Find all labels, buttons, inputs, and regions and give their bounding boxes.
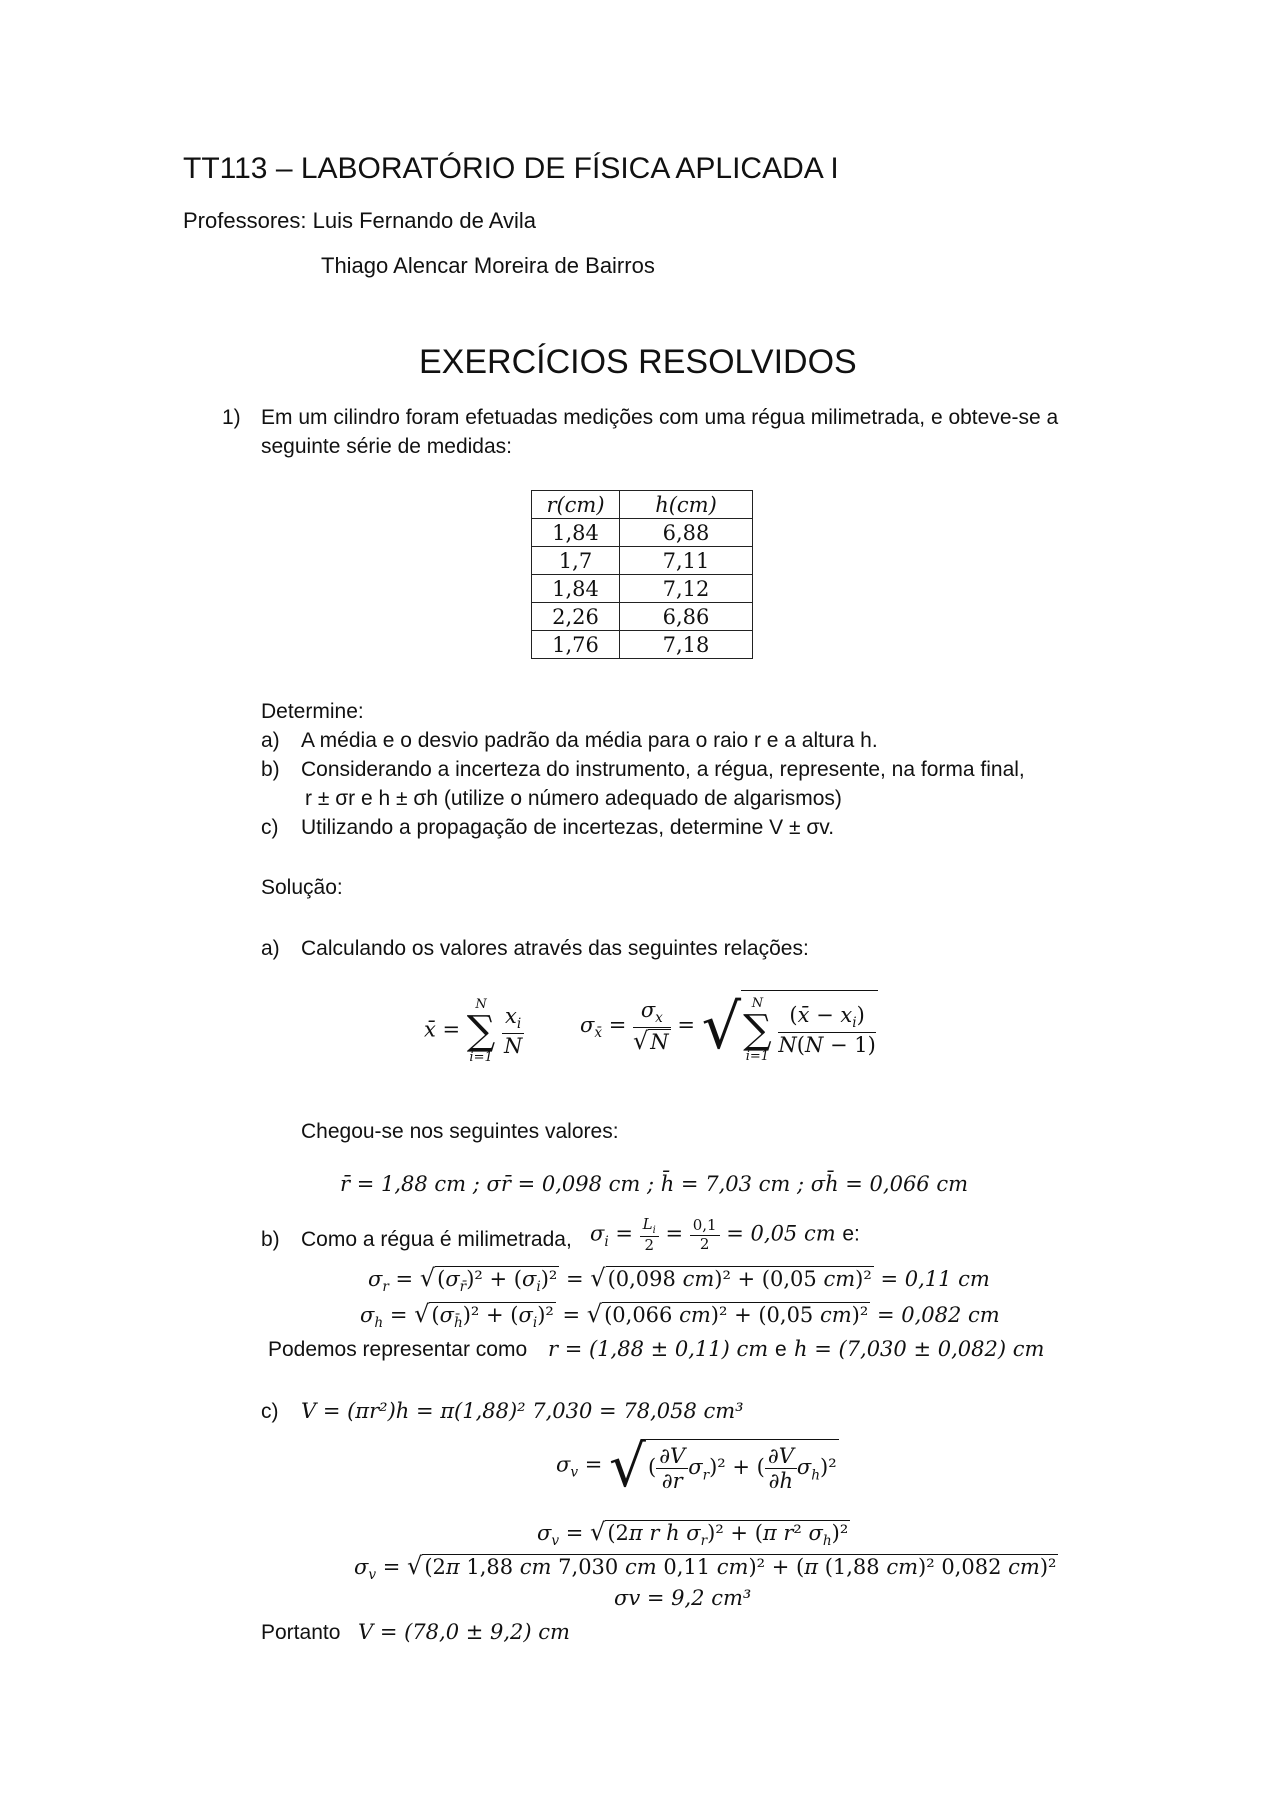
part-b-intro: Como a régua é milimetrada, bbox=[301, 1228, 572, 1251]
professors-line: Professores: Luis Fernando de Avila bbox=[183, 208, 537, 233]
cell-r: 1,84 bbox=[532, 575, 620, 603]
sigma-v-general: $\sigma_v$ = √( $\frac{\partial V}{\partial r}$ $\sigma_r)^2$ + ( $\frac{\partial V}{\partial h}$ $\sigma_h)^2$ bbox=[556, 1432, 837, 1500]
sigma-h-result: = 0,082 cm bbox=[876, 1303, 1000, 1327]
statement-line-2: seguinte série de medidas: bbox=[261, 435, 512, 458]
part-b-marker: b) bbox=[261, 1228, 280, 1251]
cell-h: 7,11 bbox=[620, 547, 753, 575]
course-title: TT113 – LABORATÓRIO DE FÍSICA APLICADA I bbox=[183, 152, 839, 185]
and-text: e bbox=[775, 1338, 787, 1361]
solution-label: Solução: bbox=[261, 876, 343, 899]
table-row bbox=[532, 547, 753, 575]
part-b-suffix: e: bbox=[842, 1222, 860, 1246]
section-title: EXERCÍCIOS RESOLVIDOS bbox=[419, 343, 857, 381]
cell-h: 7,18 bbox=[620, 631, 753, 659]
mean-formula: x̄ = N ∑ i=1 $\frac{x_i}{N}$ bbox=[424, 997, 523, 1065]
h-final: h = (7,030 ± 0,082) cm bbox=[794, 1337, 1045, 1361]
header-r: r(cm) bbox=[532, 491, 620, 519]
cell-r: 2,26 bbox=[532, 603, 620, 631]
sigma-i-value: = 0,05 cm bbox=[726, 1221, 836, 1246]
cell-r: 1,7 bbox=[532, 547, 620, 575]
item-c-text: Utilizando a propagação de incertezas, determine V ± σv. bbox=[301, 816, 835, 839]
statement-line-1: Em um cilindro foram efetuadas medições com uma régua milimetrada, e obteve-se a bbox=[261, 406, 1059, 429]
item-c-marker: c) bbox=[261, 816, 279, 839]
determine-label: Determine: bbox=[261, 700, 364, 723]
professor-2: Thiago Alencar Moreira de Bairros bbox=[321, 253, 655, 278]
cell-h: 6,88 bbox=[620, 519, 753, 547]
part-a-marker: a) bbox=[261, 937, 280, 960]
r-final: r = (1,88 ± 0,11) cm bbox=[548, 1337, 769, 1361]
table-row bbox=[532, 519, 753, 547]
v-final: V = (78,0 ± 9,2) cm bbox=[358, 1620, 570, 1644]
sigma-i-formula: $\sigma_i$ = $\frac{L_i}{2}$ = $\frac{0,1}{2}$ = 0,05 cm e: bbox=[590, 1215, 860, 1255]
part-c-marker: c) bbox=[261, 1400, 279, 1423]
part-a-results: r̄ = 1,88 cm ; σr̄ = 0,098 cm ; h̄ = 7,03 cm ; σh̄ = 0,066 cm bbox=[340, 1172, 969, 1196]
cell-r: 1,84 bbox=[532, 519, 620, 547]
sigma-v-result: σv = 9,2 cm³ bbox=[614, 1586, 752, 1610]
cell-h: 6,86 bbox=[620, 603, 753, 631]
sigma-r-result: = 0,11 cm bbox=[880, 1267, 990, 1291]
part-c-conclusion: Portanto bbox=[261, 1621, 341, 1644]
item-a-text: A média e o desvio padrão da média para o raio r e a altura h. bbox=[301, 729, 878, 752]
std-formula: $\sigma_{x̄}$ = $\frac{\sigma_x}{√N}$ = √ N ∑ i=1 $\frac{(x̄ - x_i)}{N(N - 1)}$ bbox=[580, 990, 876, 1064]
table-header-row bbox=[532, 491, 753, 519]
sigma-v-numeric: $\sigma_v = √(2\pi$ 1,88 cm 7,030 cm 0,11 cm)² + (π (1,88 cm)² 0,082 cm)² bbox=[354, 1552, 1057, 1584]
part-a-intro: Calculando os valores através das seguintes relações: bbox=[301, 937, 809, 960]
item-b-line-1: Considerando a incerteza do instrumento, a régua, represente, na forma final, bbox=[301, 758, 1025, 781]
cell-h: 7,12 bbox=[620, 575, 753, 603]
table-row bbox=[532, 603, 753, 631]
sigma-h-equation: $\sigma_h = √(\sigma_{h̄})^2 + (\sigma_i)^2 = √(0,066$ cm)² + (0,05 cm)² = 0,082 cm bbox=[360, 1300, 1000, 1332]
measurements-table bbox=[531, 490, 753, 659]
table-row bbox=[532, 575, 753, 603]
sigma-r-equation: $\sigma_r = √(\sigma_{r̄})^2 + (\sigma_i)^2 = √(0,098$ cm)² + (0,05 cm)² = 0,11 cm bbox=[368, 1264, 990, 1296]
exercise-number: 1) bbox=[222, 406, 241, 429]
item-b-line-2: r ± σr e h ± σh (utilize o número adequado de algarismos) bbox=[305, 787, 842, 810]
part-a-result-intro: Chegou-se nos seguintes valores: bbox=[301, 1120, 619, 1143]
volume-equation: V = (πr²)h = π(1,88)² 7,030 = 78,058 cm³ bbox=[301, 1399, 744, 1423]
item-a-marker: a) bbox=[261, 729, 280, 752]
item-b-marker: b) bbox=[261, 758, 280, 781]
header-h: h(cm) bbox=[620, 491, 753, 519]
sigma-v-expanded: $\sigma_v = √(2\pi$ r h $\sigma_r)^2 + (\pi$ r² $\sigma_h)^2$ bbox=[537, 1518, 849, 1550]
part-b-conclusion: Podemos representar como bbox=[268, 1338, 528, 1361]
table-row bbox=[532, 631, 753, 659]
cell-r: 1,76 bbox=[532, 631, 620, 659]
